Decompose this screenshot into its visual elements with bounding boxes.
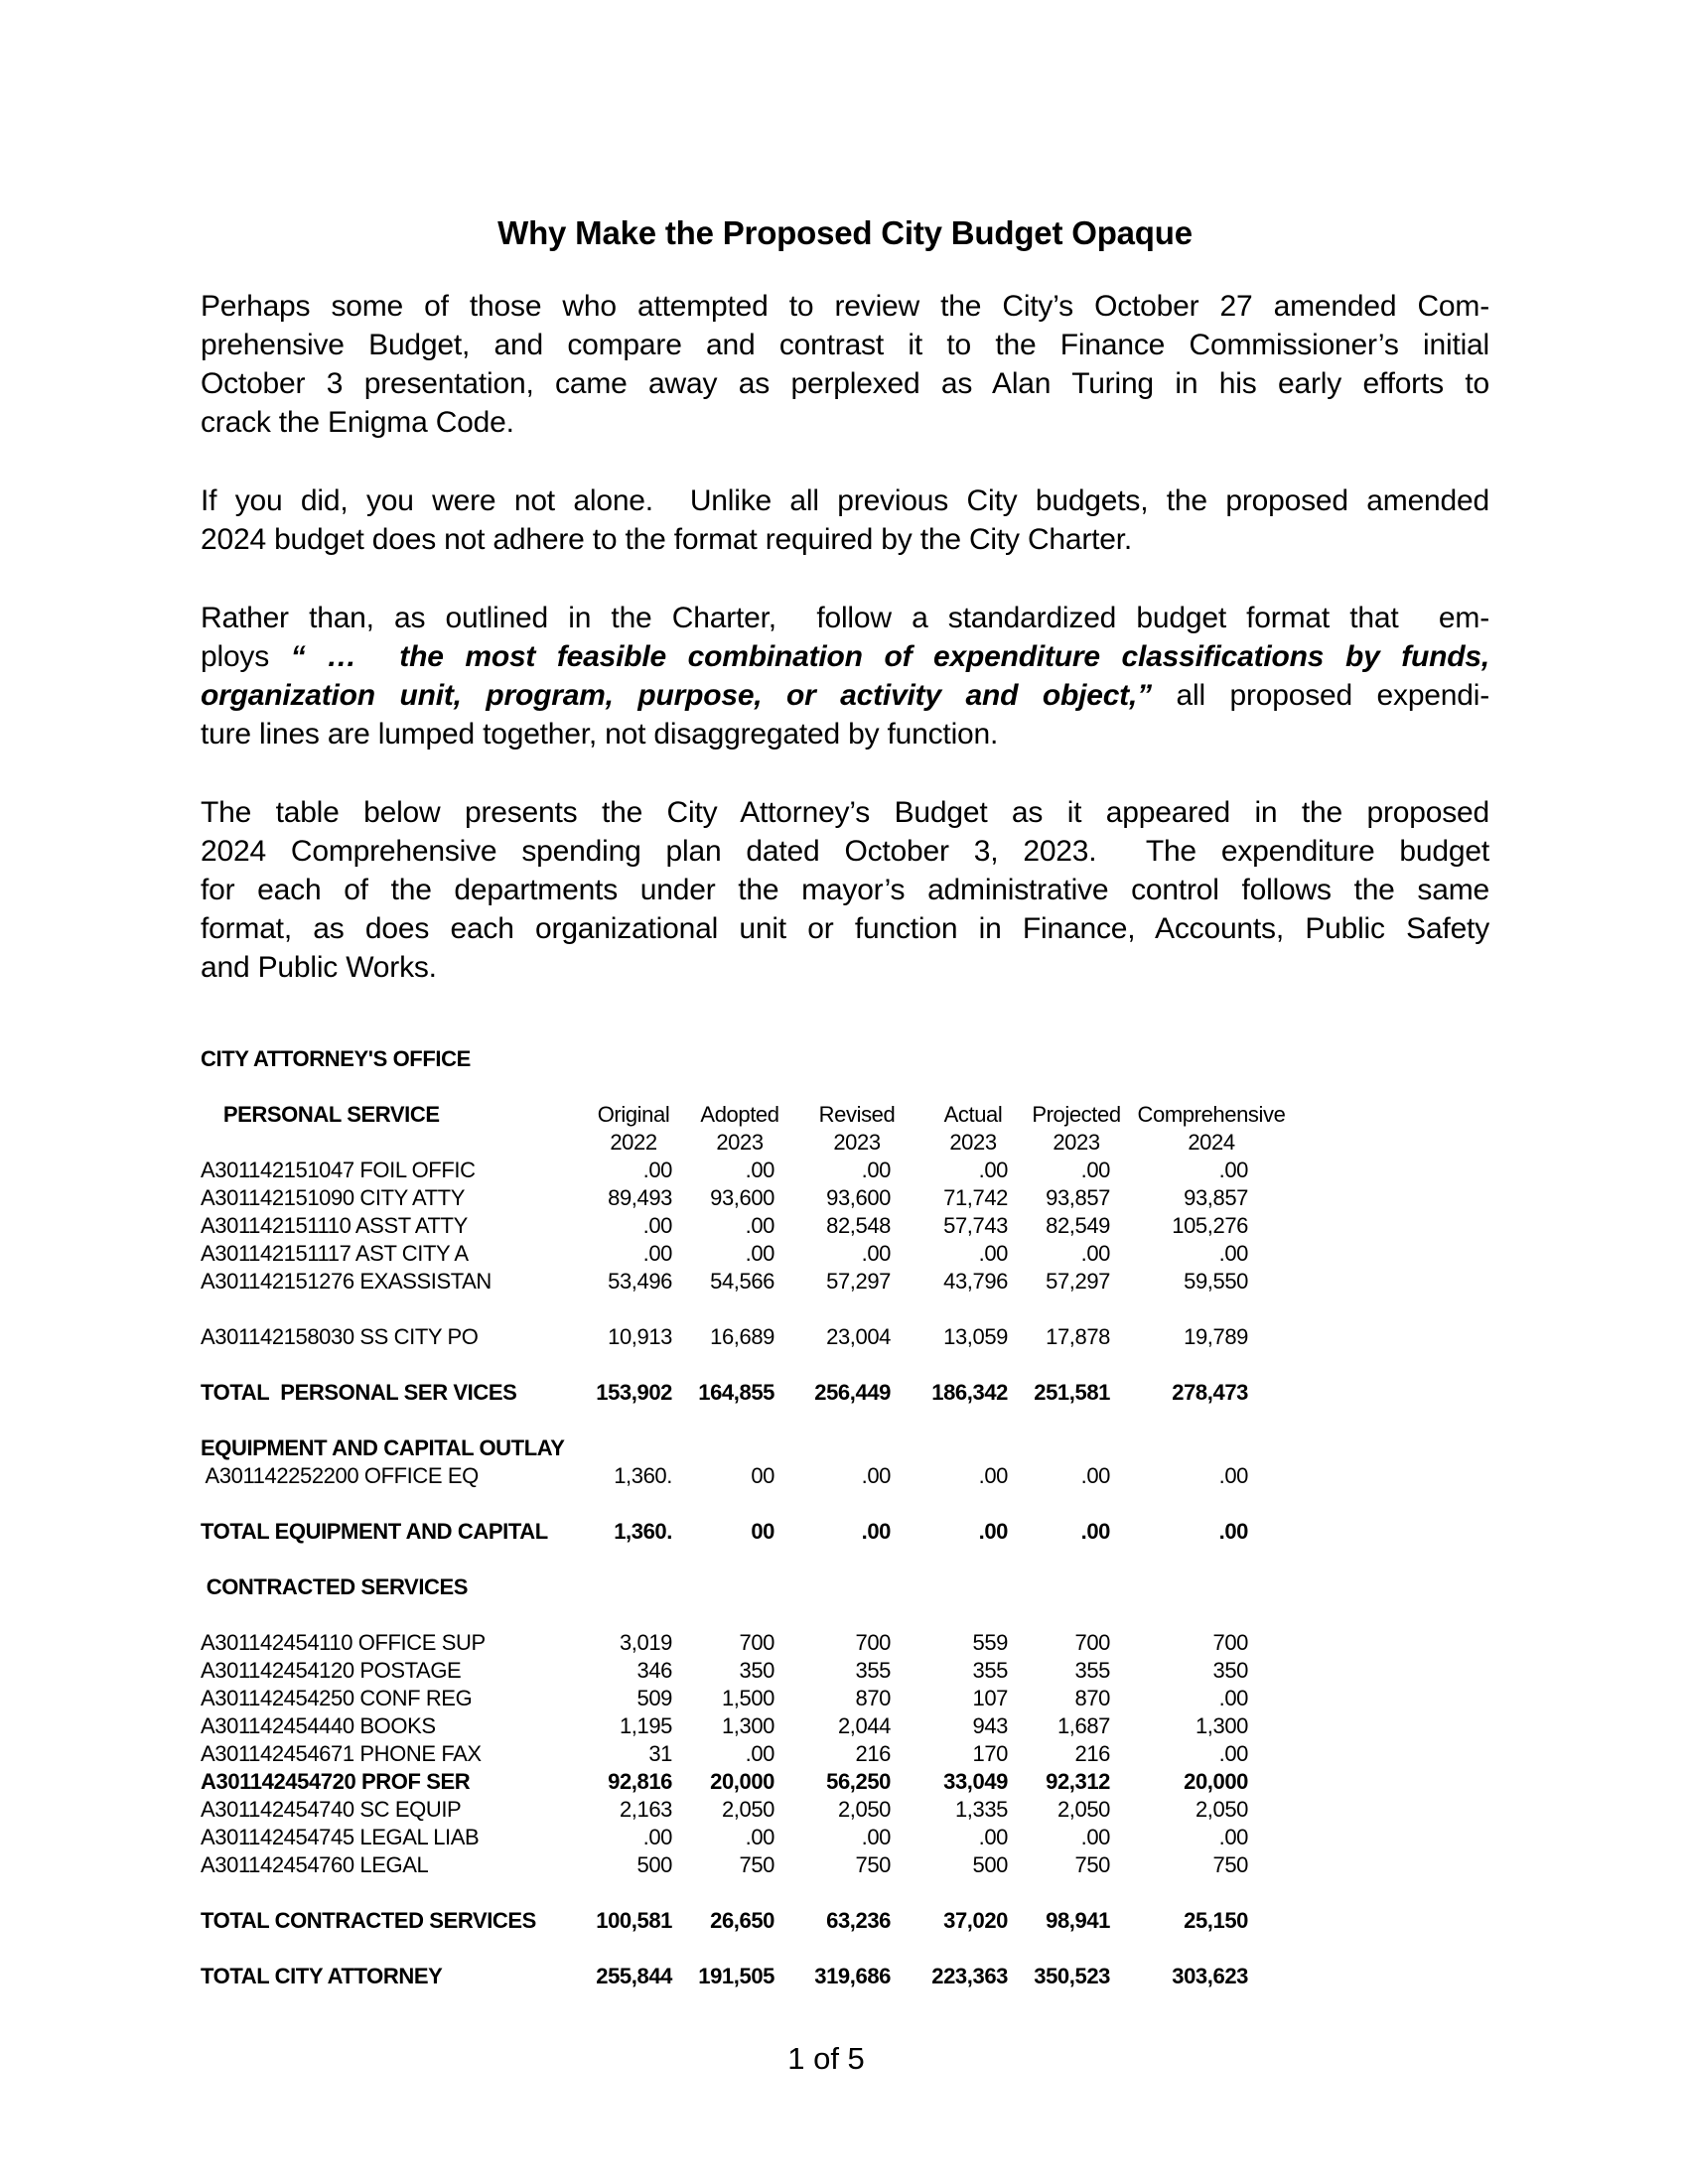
table-cell-label: TOTAL PERSONAL SER VICES bbox=[201, 1380, 517, 1405]
body-text: Rather than, as outlined in the Charter, follow a standardized budget format that em- bbox=[201, 602, 1489, 634]
table-cell-value: .00 bbox=[1218, 1686, 1248, 1710]
table-cell-value: .00 bbox=[861, 1463, 891, 1488]
table-spacer-row bbox=[201, 1546, 1293, 1573]
table-cell-value: 1,300 bbox=[721, 1713, 774, 1738]
table-cell-value: 56,250 bbox=[826, 1769, 891, 1794]
year-header-cell: 2022 bbox=[610, 1130, 657, 1155]
table-cell-value: 25,150 bbox=[1184, 1908, 1248, 1933]
table-cell-label: A301142151110 ASST ATTY bbox=[201, 1213, 468, 1238]
column-label-cell: Revised bbox=[818, 1102, 896, 1127]
table-cell-value: 59,550 bbox=[1184, 1269, 1248, 1294]
table-cell-value: 92,312 bbox=[1046, 1769, 1110, 1794]
table-cell-value: 2,044 bbox=[837, 1713, 891, 1738]
table-cell-value: 1,500 bbox=[721, 1686, 774, 1710]
table-row bbox=[201, 1740, 1293, 1768]
table-cell-label: A301142252200 OFFICE EQ bbox=[201, 1463, 479, 1488]
table-cell-value: 92,816 bbox=[608, 1769, 672, 1794]
table-row bbox=[201, 1657, 1293, 1685]
table-row bbox=[201, 1379, 1293, 1407]
table-cell-value: 186,342 bbox=[931, 1380, 1008, 1405]
paragraph-line bbox=[201, 326, 1489, 364]
body-text: all proposed expendi- bbox=[1151, 679, 1489, 712]
table-cell-value: 93,600 bbox=[826, 1185, 891, 1210]
column-label-cell: Projected bbox=[1032, 1102, 1121, 1127]
table-row bbox=[201, 1768, 1293, 1796]
table-cell-label: A301142454440 BOOKS bbox=[201, 1713, 436, 1738]
table-cell-value: 31 bbox=[648, 1741, 672, 1766]
table-cell-value: 346 bbox=[636, 1658, 672, 1683]
table-cell-value: .00 bbox=[861, 1519, 891, 1544]
table-cell-label: A301142454120 POSTAGE bbox=[201, 1658, 462, 1683]
table-cell-value: 191,505 bbox=[698, 1964, 774, 1988]
table-cell-value: .00 bbox=[861, 1158, 891, 1182]
paragraph-line bbox=[201, 599, 1489, 637]
table-cell-label: A301142454671 PHONE FAX bbox=[201, 1741, 482, 1766]
table-row bbox=[201, 1518, 1293, 1546]
table-cell-label: A301142151117 AST CITY A bbox=[201, 1241, 469, 1266]
table-cell-value: 71,742 bbox=[943, 1185, 1008, 1210]
section-heading: EQUIPMENT AND CAPITAL OUTLAY bbox=[201, 1435, 565, 1460]
table-cell-value: .00 bbox=[745, 1213, 774, 1238]
table-cell-value: 57,743 bbox=[943, 1213, 1008, 1238]
table-cell-value: 170 bbox=[972, 1741, 1008, 1766]
emphasized-text: organization unit, program, purpose, or activity and object,” bbox=[201, 679, 1152, 712]
table-cell-label: A301142158030 SS CITY PO bbox=[201, 1324, 479, 1349]
paragraph bbox=[201, 599, 1489, 753]
table-cell-value: 93,600 bbox=[710, 1185, 774, 1210]
table-cell-value: 54,566 bbox=[710, 1269, 774, 1294]
table-cell-value: 26,650 bbox=[710, 1908, 774, 1933]
body-text: for each of the departments under the mayor’s administrative control follows the same bbox=[201, 874, 1489, 906]
table-cell-value: 216 bbox=[1074, 1741, 1110, 1766]
table-cell-value: 82,548 bbox=[826, 1213, 891, 1238]
table-cell-value: 43,796 bbox=[943, 1269, 1008, 1294]
column-label-cell: Actual bbox=[943, 1102, 1003, 1127]
table-cell-value: .00 bbox=[861, 1241, 891, 1266]
table-cell-value: 750 bbox=[1212, 1852, 1248, 1877]
table-row bbox=[201, 1824, 1293, 1851]
table-cell-value: 509 bbox=[636, 1686, 672, 1710]
table-cell-value: .00 bbox=[1080, 1463, 1110, 1488]
table-cell-value: 19,789 bbox=[1184, 1324, 1248, 1349]
table-cell-value: .00 bbox=[745, 1741, 774, 1766]
table-cell-value: 350,523 bbox=[1034, 1964, 1110, 1988]
table-cell-value: 350 bbox=[739, 1658, 774, 1683]
body-text: October 3 presentation, came away as perplexed as Alan Turing in his early efforts to bbox=[201, 367, 1489, 400]
table-cell-value: 98,941 bbox=[1046, 1908, 1110, 1933]
table-cell-label: TOTAL CONTRACTED SERVICES bbox=[201, 1908, 536, 1933]
paragraph-line bbox=[201, 948, 1489, 987]
table-cell-value: 870 bbox=[855, 1686, 891, 1710]
table-org-heading: CITY ATTORNEY'S OFFICE bbox=[201, 1046, 471, 1071]
table-row bbox=[201, 1685, 1293, 1712]
table-cell-value: 2,050 bbox=[837, 1797, 891, 1822]
paragraph-line bbox=[201, 364, 1489, 403]
table-row bbox=[201, 1462, 1293, 1490]
table-cell-value: .00 bbox=[861, 1825, 891, 1849]
table-row bbox=[201, 1212, 1293, 1240]
table-cell-value: 89,493 bbox=[608, 1185, 672, 1210]
table-cell-value: 256,449 bbox=[814, 1380, 891, 1405]
table-cell-label: A301142151047 FOIL OFFIC bbox=[201, 1158, 476, 1182]
table-cell-label: A301142151276 EXASSISTAN bbox=[201, 1269, 492, 1294]
table-cell-value: 107 bbox=[972, 1686, 1008, 1710]
table-cell-value: 1,195 bbox=[619, 1713, 672, 1738]
table-cell-value: 37,020 bbox=[943, 1908, 1008, 1933]
table-cell-value: .00 bbox=[1080, 1519, 1110, 1544]
column-label-cell: Original bbox=[597, 1102, 670, 1127]
table-cell-value: 1,300 bbox=[1195, 1713, 1248, 1738]
table-cell-value: .00 bbox=[978, 1241, 1008, 1266]
table-cell-value: 251,581 bbox=[1034, 1380, 1110, 1405]
table-cell-value: .00 bbox=[978, 1463, 1008, 1488]
table-cell-value: 93,857 bbox=[1046, 1185, 1110, 1210]
table-cell-value: 20,000 bbox=[710, 1769, 774, 1794]
table-cell-value: 319,686 bbox=[814, 1964, 891, 1988]
body-text: crack the Enigma Code. bbox=[201, 406, 514, 439]
table-cell-value: 700 bbox=[1074, 1630, 1110, 1655]
table-cell-value: 255,844 bbox=[596, 1964, 672, 1988]
year-header-cell: 2023 bbox=[716, 1130, 764, 1155]
paragraph bbox=[201, 793, 1489, 987]
table-cell-value: 17,878 bbox=[1046, 1324, 1110, 1349]
table-cell-value: .00 bbox=[745, 1241, 774, 1266]
column-label-cell: Adopted bbox=[700, 1102, 779, 1127]
table-cell-value: 82,549 bbox=[1046, 1213, 1110, 1238]
table-cell-value: 2,163 bbox=[619, 1797, 672, 1822]
table-row bbox=[201, 1629, 1293, 1657]
table-cell-value: .00 bbox=[1218, 1741, 1248, 1766]
table-cell-value: 105,276 bbox=[1172, 1213, 1248, 1238]
table-section-row bbox=[201, 1573, 1293, 1601]
year-header-cell: 2023 bbox=[1053, 1130, 1100, 1155]
table-cell-value: 00 bbox=[751, 1463, 774, 1488]
table-cell-label: A301142151090 CITY ATTY bbox=[201, 1185, 465, 1210]
table-cell-value: 2,050 bbox=[721, 1797, 774, 1822]
table-cell-value: 303,623 bbox=[1172, 1964, 1248, 1988]
table-cell-value: 57,297 bbox=[826, 1269, 891, 1294]
body-text: If you did, you were not alone. Unlike all previous City budgets, the proposed amended bbox=[201, 484, 1489, 517]
body-text: Perhaps some of those who attempted to review the City’s October 27 amended Com- bbox=[201, 290, 1489, 323]
year-header-cell: 2024 bbox=[1188, 1130, 1235, 1155]
table-cell-value: 10,913 bbox=[608, 1324, 672, 1349]
table-cell-value: 355 bbox=[1074, 1658, 1110, 1683]
body-text: 2024 budget does not adhere to the format required by the City Charter. bbox=[201, 523, 1133, 556]
table-cell-value: 355 bbox=[855, 1658, 891, 1683]
table-cell-value: 559 bbox=[972, 1630, 1008, 1655]
table-cell-value: 53,496 bbox=[608, 1269, 672, 1294]
table-cell-value: .00 bbox=[1218, 1158, 1248, 1182]
paragraph-line bbox=[201, 871, 1489, 909]
table-cell-value: .00 bbox=[1218, 1519, 1248, 1544]
table-cell-label: A301142454760 LEGAL bbox=[201, 1852, 429, 1877]
body-text: ploys bbox=[201, 640, 291, 673]
table-cell-value: .00 bbox=[642, 1158, 672, 1182]
table-row bbox=[201, 1851, 1293, 1879]
table-cell-value: .00 bbox=[1218, 1825, 1248, 1849]
body-text: and Public Works. bbox=[201, 951, 437, 984]
table-cell-value: 1,335 bbox=[954, 1797, 1008, 1822]
section-heading: CONTRACTED SERVICES bbox=[201, 1574, 469, 1599]
paragraph-line bbox=[201, 403, 1489, 442]
table-cell-value: 2,050 bbox=[1056, 1797, 1110, 1822]
table-cell-value: .00 bbox=[978, 1825, 1008, 1849]
table-cell-value: 750 bbox=[1074, 1852, 1110, 1877]
emphasized-text: “ … the most feasible combination of expenditure classifications by funds, bbox=[290, 640, 1489, 673]
table-rows bbox=[201, 1157, 1293, 1990]
table-row bbox=[201, 1157, 1293, 1184]
paragraph-line bbox=[201, 481, 1489, 520]
table-cell-value: .00 bbox=[642, 1241, 672, 1266]
table-cell-value: 57,297 bbox=[1046, 1269, 1110, 1294]
table-cell-value: 700 bbox=[1212, 1630, 1248, 1655]
table-cell-value: 500 bbox=[972, 1852, 1008, 1877]
table-cell-label: A301142454740 SC EQUIP bbox=[201, 1797, 462, 1822]
table-cell-value: 870 bbox=[1074, 1686, 1110, 1710]
table-section-row bbox=[201, 1434, 1293, 1462]
table-cell-value: .00 bbox=[1218, 1241, 1248, 1266]
page-number: 1 of 5 bbox=[787, 2041, 865, 2076]
table-cell-value: 278,473 bbox=[1172, 1380, 1248, 1405]
table-cell-value: 216 bbox=[855, 1741, 891, 1766]
table-cell-value: 1,687 bbox=[1056, 1713, 1110, 1738]
table-cell-value: .00 bbox=[1080, 1241, 1110, 1266]
body-text: ture lines are lumped together, not disaggregated by function. bbox=[201, 718, 999, 751]
body-text: format, as does each organizational unit or function in Finance, Accounts, Public Safety bbox=[201, 912, 1489, 945]
table-cell-value: 20,000 bbox=[1184, 1769, 1248, 1794]
table-spacer-row bbox=[201, 1490, 1293, 1518]
paragraph-line bbox=[201, 793, 1489, 832]
paragraph-line bbox=[201, 287, 1489, 326]
table-cell-value: .00 bbox=[1080, 1158, 1110, 1182]
table-row bbox=[201, 1323, 1293, 1351]
table-row bbox=[201, 1907, 1293, 1935]
table-cell-value: .00 bbox=[1218, 1463, 1248, 1488]
table-cell-value: 1,360. bbox=[614, 1519, 672, 1544]
body-text: 2024 Comprehensive spending plan dated October 3, 2023. The expenditure budget bbox=[201, 835, 1489, 868]
paragraph-line bbox=[201, 520, 1489, 559]
table-cell-value: 13,059 bbox=[943, 1324, 1008, 1349]
table-cell-value: 500 bbox=[636, 1852, 672, 1877]
table-section-heading: PERSONAL SERVICE bbox=[222, 1102, 440, 1127]
page-title: Why Make the Proposed City Budget Opaque bbox=[497, 214, 1193, 251]
table-spacer-row bbox=[201, 1296, 1293, 1323]
table-cell-value: 63,236 bbox=[826, 1908, 891, 1933]
table-cell-value: .00 bbox=[642, 1213, 672, 1238]
table-cell-value: 153,902 bbox=[596, 1380, 672, 1405]
table-cell-value: 3,019 bbox=[619, 1630, 672, 1655]
paragraph-line bbox=[201, 909, 1489, 948]
table-cell-value: 355 bbox=[972, 1658, 1008, 1683]
table-cell-value: 00 bbox=[751, 1519, 774, 1544]
table-cell-label: TOTAL EQUIPMENT AND CAPITAL bbox=[201, 1519, 548, 1544]
table-cell-label: A301142454720 PROF SER bbox=[201, 1769, 471, 1794]
table-column-label-row bbox=[201, 1101, 1293, 1129]
table-spacer-row bbox=[201, 1601, 1293, 1629]
table-cell-value: .00 bbox=[745, 1825, 774, 1849]
table-cell-value: 93,857 bbox=[1184, 1185, 1248, 1210]
table-cell-label: A301142454745 LEGAL LIAB bbox=[201, 1825, 480, 1849]
table-cell-value: 164,855 bbox=[698, 1380, 774, 1405]
table-spacer-row bbox=[201, 1351, 1293, 1379]
paragraph bbox=[201, 287, 1489, 442]
table-cell-value: 2,050 bbox=[1195, 1797, 1248, 1822]
table-cell-label: A301142454250 CONF REG bbox=[201, 1686, 473, 1710]
table-spacer-row bbox=[201, 1879, 1293, 1907]
table-spacer-row bbox=[201, 1935, 1293, 1963]
table-cell-value: 33,049 bbox=[943, 1769, 1008, 1794]
paragraph-line bbox=[201, 715, 1489, 753]
table-cell-label: TOTAL CITY ATTORNEY bbox=[201, 1964, 443, 1988]
table-cell-value: 350 bbox=[1212, 1658, 1248, 1683]
table-cell-value: 23,004 bbox=[826, 1324, 891, 1349]
column-label-cell: Comprehensive bbox=[1137, 1102, 1286, 1127]
year-header-cell: 2023 bbox=[949, 1130, 997, 1155]
table-row bbox=[201, 1963, 1293, 1990]
paragraph-line bbox=[201, 637, 1489, 676]
table-cell-value: .00 bbox=[978, 1519, 1008, 1544]
table-cell-value: .00 bbox=[978, 1158, 1008, 1182]
table-cell-value: 750 bbox=[739, 1852, 774, 1877]
table-cell-value: 750 bbox=[855, 1852, 891, 1877]
table-spacer-row bbox=[201, 1407, 1293, 1434]
body-text: The table below presents the City Attorney’s Budget as it appeared in the proposed bbox=[201, 796, 1489, 829]
table-cell-value: .00 bbox=[1080, 1825, 1110, 1849]
table-cell-value: 100,581 bbox=[596, 1908, 672, 1933]
table-cell-label: A301142454110 OFFICE SUP bbox=[201, 1630, 486, 1655]
table-cell-value: 700 bbox=[855, 1630, 891, 1655]
body-text: prehensive Budget, and compare and contrast it to the Finance Commissioner’s initial bbox=[201, 329, 1489, 361]
table-cell-value: 943 bbox=[972, 1713, 1008, 1738]
table-row bbox=[201, 1268, 1293, 1296]
table-cell-value: 1,360. bbox=[614, 1463, 672, 1488]
paragraph-line bbox=[201, 676, 1489, 715]
table-row bbox=[201, 1240, 1293, 1268]
table-cell-value: 700 bbox=[739, 1630, 774, 1655]
table-row bbox=[201, 1184, 1293, 1212]
table-row bbox=[201, 1712, 1293, 1740]
body-paragraphs bbox=[201, 287, 1489, 1026]
table-cell-value: 223,363 bbox=[931, 1964, 1008, 1988]
paragraph bbox=[201, 481, 1489, 559]
table-cell-value: .00 bbox=[642, 1825, 672, 1849]
year-header-cell: 2023 bbox=[833, 1130, 881, 1155]
table-cell-value: 16,689 bbox=[710, 1324, 774, 1349]
table-cell-value: .00 bbox=[745, 1158, 774, 1182]
table-row bbox=[201, 1796, 1293, 1824]
paragraph-line bbox=[201, 832, 1489, 871]
